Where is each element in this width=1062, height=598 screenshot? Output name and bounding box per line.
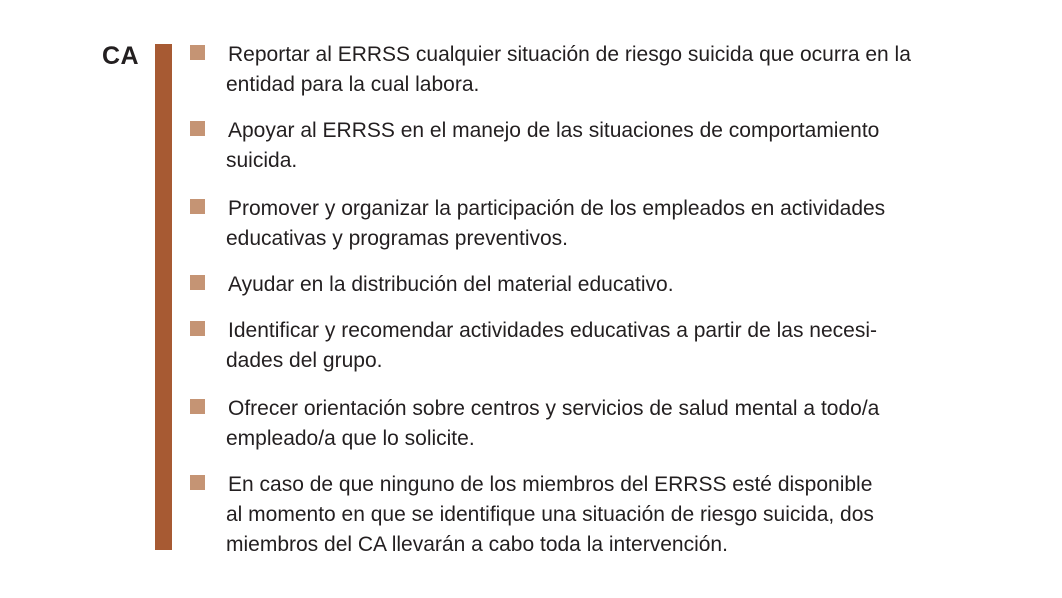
list-item-line: miembros del CA llevarán a cabo toda la intervención. [226,533,728,556]
list-item-line: dades del grupo. [226,349,383,372]
square-bullet-icon [190,475,205,490]
section-label: CA [102,42,140,70]
square-bullet-icon [190,121,205,136]
list-item-text [226,270,986,300]
square-bullet-icon [190,45,205,60]
list-item-line: Ayudar en la distribución del material educativo. [228,273,674,296]
square-bullet-icon [190,321,205,336]
list-item-text [226,116,986,176]
list-item-line: educativas y programas preventivos. [226,227,568,250]
square-bullet-icon [190,399,205,414]
list-item-line: Apoyar al ERRSS en el manejo de las situaciones de comportamiento [228,119,880,142]
list-item-text [226,470,986,560]
list-item-line: entidad para la cual labora. [226,73,480,96]
square-bullet-icon [190,199,205,214]
list-item-line: empleado/a que lo solicite. [226,427,475,450]
list-item-line: Reportar al ERRSS cualquier situación de riesgo suicida que ocurra en la [228,43,911,66]
list-item-text [226,394,986,454]
list-item-text [226,194,986,254]
list-item-line: Promover y organizar la participación de los empleados en actividades [228,197,886,220]
list-item-line: al momento en que se identifique una situación de riesgo suicida, dos [226,503,874,526]
list-item-line: Ofrecer orientación sobre centros y servicios de salud mental a todo/a [228,397,880,420]
list-item-line: En caso de que ninguno de los miembros del ERRSS esté disponible [228,473,873,496]
list-item-text [226,40,986,100]
section-vertical-bar [155,44,172,550]
list-item-text [226,316,986,376]
square-bullet-icon [190,275,205,290]
list-item-line: suicida. [226,149,298,172]
list-item-line: Identificar y recomendar actividades educativas a partir de las necesi- [228,319,877,342]
